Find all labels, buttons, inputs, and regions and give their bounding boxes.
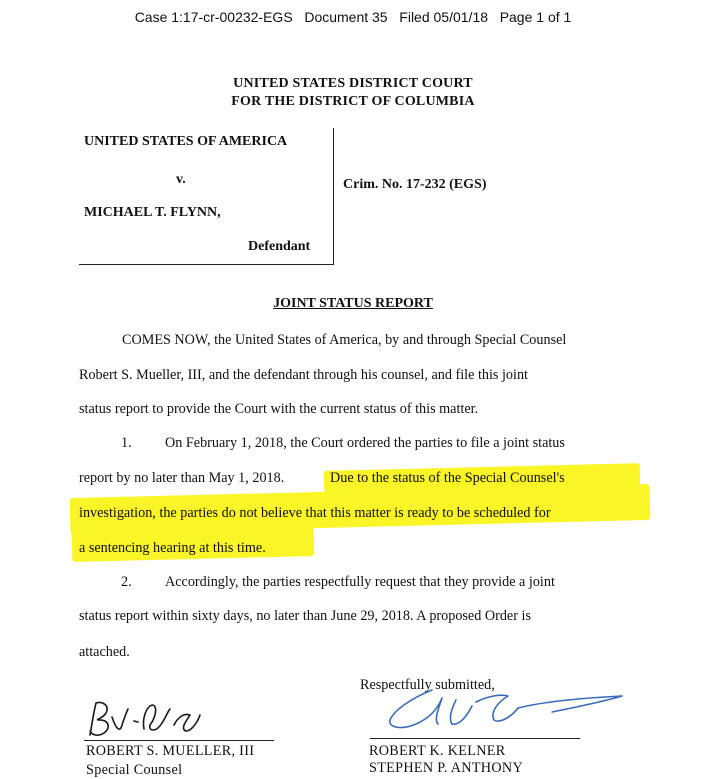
case-number-header: Case 1:17-cr-00232-EGS	[134, 9, 293, 25]
para2-line-1: Accordingly, the parties respectfully request that they provide a joint	[165, 574, 555, 590]
criminal-case-number: Crim. No. 17-232 (EGS)	[343, 177, 487, 192]
defendant-name: MICHAEL T. FLYNN,	[84, 205, 221, 220]
versus: v.	[176, 172, 186, 187]
document-number: Document 35	[304, 9, 388, 25]
mueller-signature	[82, 695, 242, 743]
document-header	[0, 9, 706, 25]
document-title: JOINT STATUS REPORT	[273, 296, 433, 311]
right-signer-name-2: STEPHEN P. ANTHONY	[369, 760, 523, 776]
closing-phrase: Respectfully submitted,	[360, 677, 495, 693]
left-signature-line	[84, 740, 274, 741]
kelner-signature	[372, 680, 672, 736]
para1-line-2a: report by no later than May 1, 2018.	[79, 470, 285, 486]
page-count: Page 1 of 1	[499, 9, 572, 25]
left-signer-title: Special Counsel	[86, 762, 183, 778]
court-name-line2: FOR THE DISTRICT OF COLUMBIA	[231, 94, 475, 109]
caption-bottom-rule	[79, 264, 334, 265]
para1-line-3: investigation, the parties do not believe that this matter is ready to be scheduled for	[79, 505, 551, 521]
para1-line-1: On February 1, 2018, the Court ordered the parties to file a joint status	[165, 435, 565, 451]
para2-line-2: status report within sixty days, no later than June 29, 2018. A proposed Order is	[79, 608, 531, 624]
para1-number: 1.	[121, 435, 132, 451]
para2-line-3: attached.	[79, 644, 130, 660]
right-signature-line	[370, 738, 580, 739]
intro-line-3: status report to provide the Court with the current status of this matter.	[79, 401, 479, 417]
para2-number: 2.	[121, 574, 132, 590]
para1-line-4: a sentencing hearing at this time.	[79, 540, 266, 556]
right-signer-name: ROBERT K. KELNER	[369, 743, 506, 759]
court-name-line1: UNITED STATES DISTRICT COURT	[233, 76, 473, 91]
intro-line-1: COMES NOW, the United States of America, by and through Special Counsel	[122, 332, 567, 348]
caption-vertical-rule	[333, 128, 334, 265]
para1-line-2b: Due to the status of the Special Counsel's	[330, 470, 565, 486]
filed-date: Filed 05/01/18	[399, 9, 489, 25]
intro-line-2: Robert S. Mueller, III, and the defendant through his counsel, and file this joint	[79, 367, 528, 383]
left-signer-name: ROBERT S. MUELLER, III	[86, 743, 255, 759]
defendant-role: Defendant	[248, 239, 311, 254]
plaintiff-name: UNITED STATES OF AMERICA	[84, 134, 288, 149]
